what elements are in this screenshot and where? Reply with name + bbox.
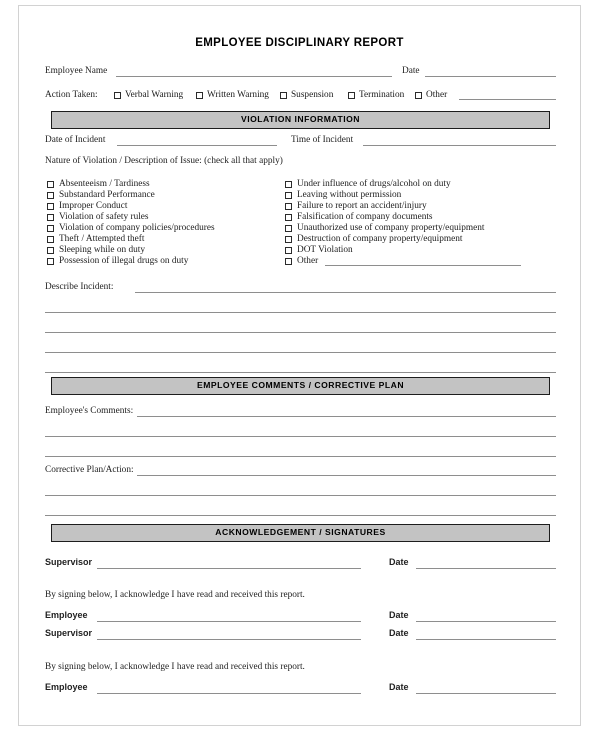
violation-item-dot-violation[interactable] — [285, 245, 353, 255]
action-option-label: Termination — [359, 90, 405, 100]
checkbox-icon[interactable] — [196, 92, 203, 99]
employee-comments-line-2[interactable] — [45, 436, 556, 437]
action-option-label: Written Warning — [207, 90, 269, 100]
employee-label-1: Employee — [45, 610, 88, 620]
violation-other-input-line[interactable] — [325, 265, 521, 266]
employee-comments-line-3[interactable] — [45, 456, 556, 457]
violation-item-substandard-performance[interactable] — [47, 190, 155, 200]
signature-date-label-2: Date — [389, 610, 409, 620]
action-option-label: Suspension — [291, 90, 334, 100]
checkbox-icon[interactable] — [415, 92, 422, 99]
checkbox-icon[interactable] — [348, 92, 355, 99]
violation-item-under-influence[interactable] — [285, 179, 451, 189]
violation-item-label: Under influence of drugs/alcohol on duty — [297, 179, 451, 189]
checkbox-icon[interactable] — [280, 92, 287, 99]
corrective-plan-line-3[interactable] — [45, 515, 556, 516]
action-option-label: Other — [426, 90, 448, 100]
checkbox-icon[interactable] — [47, 225, 54, 232]
checkbox-icon[interactable] — [285, 247, 292, 254]
acknowledgement-text-1: By signing below, I acknowledge I have read and received this report. — [45, 590, 305, 600]
checkbox-icon[interactable] — [47, 192, 54, 199]
acknowledgement-bar — [51, 524, 550, 542]
violation-item-label: Leaving without permission — [297, 190, 402, 200]
violation-item-destruction[interactable] — [285, 234, 463, 244]
violation-item-label: DOT Violation — [297, 245, 353, 255]
checkbox-icon[interactable] — [285, 181, 292, 188]
supervisor-label-2: Supervisor — [45, 628, 93, 638]
employee-name-label: Employee Name — [45, 66, 108, 76]
time-of-incident-input-line[interactable] — [363, 145, 556, 146]
corrective-plan-line-2[interactable] — [45, 495, 556, 496]
violation-item-label: Falsification of company documents — [297, 212, 433, 222]
describe-incident-line-5[interactable] — [45, 372, 556, 373]
employee-signature-line-2[interactable] — [97, 693, 361, 694]
corrective-plan-line-1[interactable] — [137, 475, 556, 476]
violation-item-label: Sleeping while on duty — [59, 245, 145, 255]
describe-incident-line-2[interactable] — [45, 312, 556, 313]
action-option-label: Verbal Warning — [125, 90, 184, 100]
violation-item-label: Failure to report an accident/injury — [297, 201, 427, 211]
action-option-written-warning[interactable] — [196, 90, 278, 100]
action-taken-label: Action Taken: — [45, 90, 98, 100]
violation-item-label: Destruction of company property/equipment — [297, 234, 463, 244]
acknowledgement-bar-label: ACKNOWLEDGEMENT / SIGNATURES — [215, 527, 386, 537]
violation-item-illegal-drugs[interactable] — [47, 256, 188, 266]
violation-item-company-policies[interactable] — [47, 223, 215, 233]
page-title: EMPLOYEE DISCIPLINARY REPORT — [195, 37, 404, 49]
violation-item-leaving-without-permission[interactable] — [285, 190, 401, 200]
date-of-incident-label: Date of Incident — [45, 135, 106, 145]
violation-item-label: Absenteeism / Tardiness — [59, 179, 150, 189]
nature-of-violation-label: Nature of Violation / Description of Issue: (check all that apply) — [45, 156, 283, 166]
form-body — [19, 6, 580, 725]
checkbox-icon[interactable] — [285, 203, 292, 210]
violation-information-bar-label: VIOLATION INFORMATION — [240, 114, 361, 124]
action-other-input-line[interactable] — [459, 99, 556, 100]
checkbox-icon[interactable] — [114, 92, 121, 99]
employee-comments-line-1[interactable] — [137, 416, 556, 417]
signature-date-line-2[interactable] — [416, 621, 556, 622]
violation-item-label: Substandard Performance — [59, 190, 155, 200]
violation-item-label: Other — [297, 256, 319, 266]
violation-item-falsification[interactable] — [285, 212, 433, 222]
checkbox-icon[interactable] — [285, 258, 292, 265]
checkbox-icon[interactable] — [47, 203, 54, 210]
supervisor-signature-line-2[interactable] — [97, 639, 361, 640]
violation-item-unauthorized-use[interactable] — [285, 223, 484, 233]
employee-comments-label: Employee's Comments: — [45, 406, 134, 416]
describe-incident-label: Describe Incident: — [45, 282, 114, 292]
checkbox-icon[interactable] — [47, 258, 54, 265]
violation-information-bar — [51, 111, 550, 129]
violation-item-label: Possession of illegal drugs on duty — [59, 256, 189, 266]
corrective-plan-label: Corrective Plan/Action: — [45, 465, 134, 475]
violation-item-improper-conduct[interactable] — [47, 201, 127, 211]
signature-date-line-3[interactable] — [416, 639, 556, 640]
violation-item-label: Unauthorized use of company property/equipment — [297, 223, 485, 233]
action-option-suspension[interactable] — [280, 90, 342, 100]
employee-signature-line-1[interactable] — [97, 621, 361, 622]
violation-item-label: Violation of safety rules — [59, 212, 149, 222]
form-page — [18, 5, 581, 726]
violation-item-sleeping-on-duty[interactable] — [47, 245, 145, 255]
signature-date-line-1[interactable] — [416, 568, 556, 569]
checkbox-icon[interactable] — [285, 192, 292, 199]
violation-item-absenteeism[interactable] — [47, 179, 150, 189]
checkbox-icon[interactable] — [285, 225, 292, 232]
violation-item-label: Theft / Attempted theft — [59, 234, 145, 244]
supervisor-label-1: Supervisor — [45, 557, 93, 567]
acknowledgement-text-2: By signing below, I acknowledge I have read and received this report. — [45, 662, 305, 672]
employee-name-input-line[interactable] — [116, 76, 392, 77]
header-date-label: Date — [402, 66, 420, 76]
signature-date-label-1: Date — [389, 557, 409, 567]
checkbox-icon[interactable] — [285, 214, 292, 221]
checkbox-icon[interactable] — [47, 236, 54, 243]
violation-item-theft[interactable] — [47, 234, 144, 244]
checkbox-icon[interactable] — [47, 214, 54, 221]
checkbox-icon[interactable] — [47, 181, 54, 188]
header-date-input-line[interactable] — [425, 76, 556, 77]
describe-incident-line-3[interactable] — [45, 332, 556, 333]
violation-item-label: Improper Conduct — [59, 201, 128, 211]
action-option-other[interactable] — [415, 90, 456, 100]
time-of-incident-label: Time of Incident — [291, 135, 354, 145]
employee-label-2: Employee — [45, 682, 88, 692]
violation-item-other[interactable] — [285, 256, 318, 266]
signature-date-label-4: Date — [389, 682, 409, 692]
violation-item-safety-rules[interactable] — [47, 212, 149, 222]
signature-date-line-4[interactable] — [416, 693, 556, 694]
checkbox-icon[interactable] — [285, 236, 292, 243]
date-of-incident-input-line[interactable] — [117, 145, 277, 146]
action-option-termination[interactable] — [348, 90, 413, 100]
employee-comments-bar-label: EMPLOYEE COMMENTS / CORRECTIVE PLAN — [196, 380, 405, 390]
action-option-verbal-warning[interactable] — [114, 90, 192, 100]
describe-incident-line-4[interactable] — [45, 352, 556, 353]
describe-incident-line-1[interactable] — [135, 292, 556, 293]
checkbox-icon[interactable] — [47, 247, 54, 254]
signature-date-label-3: Date — [389, 628, 409, 638]
violation-item-label: Violation of company policies/procedures — [59, 223, 215, 233]
supervisor-signature-line-1[interactable] — [97, 568, 361, 569]
employee-comments-bar — [51, 377, 550, 395]
violation-item-failure-to-report[interactable] — [285, 201, 427, 211]
